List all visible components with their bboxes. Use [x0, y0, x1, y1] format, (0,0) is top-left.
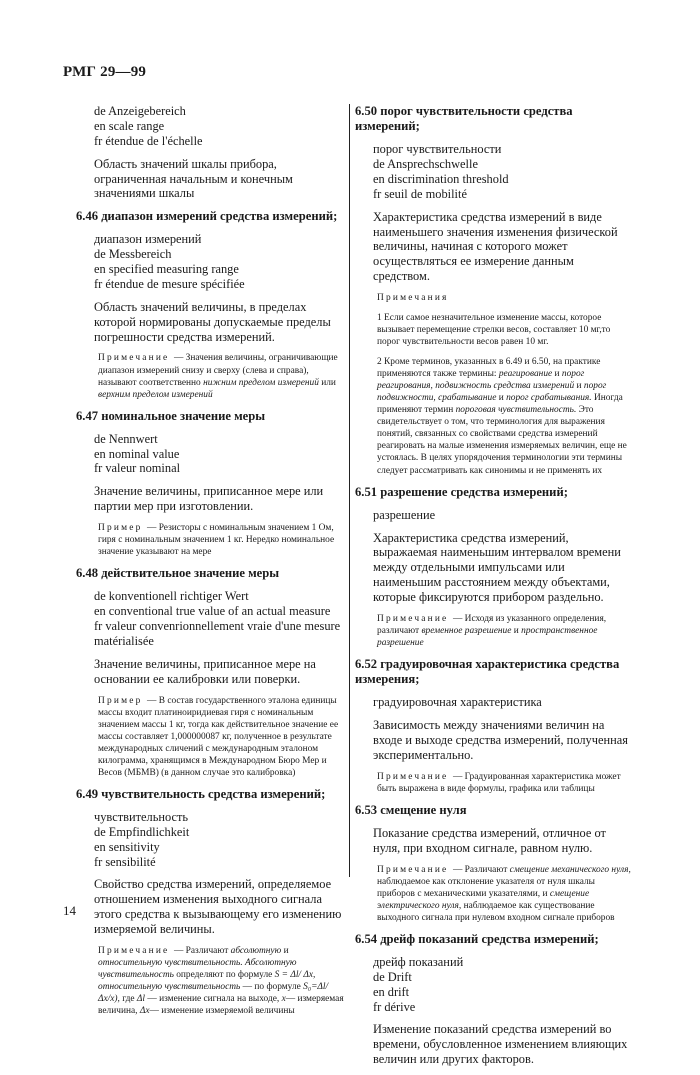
term-translations [76, 104, 346, 149]
note-label: Примечание [377, 771, 453, 782]
note-fragment: — Исходя из указанного определения, различают [377, 613, 607, 636]
note-text [76, 695, 346, 779]
note-fragment: Δx [139, 1006, 150, 1017]
note-fragment: — Различают [173, 945, 231, 956]
page-header: РМГ 29—99 [63, 64, 147, 80]
definition-text: Зависимость между значениями величин на входе и выходе средства измерений, полученная экспериментально. [373, 718, 628, 762]
note-fragment: смещение электрического нуля, [377, 888, 590, 911]
term-line: en nominal value [94, 446, 180, 461]
column-divider [349, 104, 350, 877]
note-fragment: и [281, 945, 289, 956]
note-label: Пример [98, 523, 147, 534]
term-heading: 6.50 порог чувствительности средства измерений; [355, 104, 573, 134]
note-fragment: верхним пределом измерений [98, 389, 213, 400]
note-fragment: — Различают [452, 864, 510, 875]
note-fragment: — изменение сигнала на выходе, [145, 994, 282, 1004]
note-fragment: пороговая чувствительность. [455, 405, 577, 416]
term-heading: 6.53 смещение нуля [355, 802, 467, 817]
definition-text: Изменение показаний средства измерений во времени, обусловленное изменением влияющих величин или других факторов. [373, 1022, 628, 1067]
term-line: fr étendue de l'échelle [94, 133, 203, 148]
term-line: fr valeur convenrionnellement vraie d'une mesure matérialisée [94, 619, 341, 648]
term-translations [355, 508, 633, 523]
term-heading: 6.54 дрейф показаний средства измерений; [355, 931, 599, 946]
note-fragment: относительную чувствительность. Абсолютную чувствительность [98, 957, 297, 980]
term-line: de Drift [373, 969, 412, 984]
note-fragment: и [552, 369, 562, 380]
note-fragment: и [496, 393, 507, 404]
note-fragment: — В состав государственного эталона единицы массы входит платиноиридиевая гиря с номинальным значением массы 1 кг, тогда как действительное значение ее массы составляет 1,000000087 кг, полученное в результате международных сличений с международным эталоном килограмма, хранящимся в Международном Бюро Мер и Весов (МБМВ) (в данном случае это калибровка) [98, 695, 339, 778]
term-line: de Nennwert [94, 431, 158, 446]
term-heading: 6.47 номинальное значение меры [76, 408, 266, 423]
note-fragment: абсолютную [230, 945, 282, 956]
note-label: Пример [98, 695, 147, 706]
note-fragment: временное разрешение [421, 625, 512, 636]
note-fragment: Это свидетельствует о том, что терминология для выражения понятий, связанных со свойствами средства измерений реагировать на малые изменения измеряемых величин, еще не устоялась. В целях упорядочения терминологии эти термины следует рассматривать как синонимы и не применять их [377, 405, 627, 476]
term-heading: 6.51 разрешение средства измерений; [355, 484, 568, 499]
term-line: дрейф показаний [373, 954, 464, 969]
note-fragment: наблюдаемое как существование выходного сигнала при нулевом входном сигнале приборов [377, 900, 615, 923]
term-line: fr valeur nominal [94, 461, 181, 476]
term-heading: 6.46 диапазон измерений средства измерений; [76, 209, 338, 224]
note-fragment: порог подвижности, срабатывание [377, 381, 607, 404]
note-text [355, 292, 633, 304]
definition-text: Значение величины, приписанное мере или партии мер при изготовлении. [94, 484, 324, 514]
note-fragment: или [318, 377, 336, 388]
definition-text: Область значений шкалы прибора, ограниченная начальным и конечным значениями шкалы [94, 156, 293, 201]
note-label: Примечание [98, 353, 174, 364]
term-line: de Messbereich [94, 247, 172, 262]
note-fragment: — по формуле [240, 981, 304, 992]
note-fragment: — измеряемая величина, [98, 994, 344, 1017]
term-line: разрешение [373, 507, 436, 522]
note-label: Примечание [377, 613, 453, 624]
note-fragment: смещение механического нуля, [509, 864, 631, 875]
note-fragment: — Резисторы с номинальным значением 1 Ом, гиря с номинальным значением 1 кг. Нередко номинальное значение указывают на мере [98, 523, 335, 558]
note-fragment: и [511, 625, 522, 636]
note-fragment: Иногда применяют термин [377, 393, 623, 416]
term-heading: 6.49 чувствительность средства измерений; [76, 786, 326, 801]
note-fragment: Δl [136, 994, 146, 1004]
note-fragment: нижним пределом измерений [203, 377, 319, 388]
definition-text: Характеристика средства измерений в виде наименьшего значения изменения физической величины, начиная с которого может осуществляться ее измерение данным средством. [373, 209, 618, 284]
term-translations [355, 695, 633, 710]
note-text [355, 613, 633, 649]
note-fragment: наблюдаемое как отклонение указателя от нуля шкалы приборов с механическими указателями, и [377, 876, 595, 899]
note-fragment: S₀=Δl/ Δx/x), [98, 981, 329, 1004]
note-label: Примечание [377, 864, 453, 875]
term-line: порог чувствительности [373, 142, 502, 157]
term-line: fr étendue de mesure spécifiée [94, 276, 245, 291]
note-label: Примечания [377, 293, 449, 304]
term-line: de Ansprechschwelle [373, 157, 478, 172]
term-translations [355, 955, 633, 1015]
note-fragment: определяют по формуле [173, 969, 275, 980]
term-line: de Empfindlichkeit [94, 824, 190, 839]
term-line: fr sensibilité [94, 854, 156, 869]
definition-text: Характеристика средства измерений, выражаемая наименьшим интервалом времени между отдельными импульсами или наименьшим расстоянием между объектами, которые фиксируются прибором раздельно. [373, 530, 621, 605]
term-line: fr seuil de mobilité [373, 186, 467, 201]
note-text [355, 864, 633, 924]
note-text [355, 312, 633, 348]
term-heading: 6.52 градуировочная характеристика средства измерения; [355, 656, 620, 687]
note-fragment: где [119, 994, 137, 1004]
term-line: en discrimination threshold [373, 171, 509, 186]
term-translations [76, 810, 346, 870]
note-fragment: 2 Кроме терминов, указанных в 6.49 и 6.50, на практике применяются также термины: [377, 357, 601, 380]
note-label: Примечание [98, 945, 174, 956]
note-fragment: — Градуированная характеристика может быть выражена в виде формулы, графика или таблицы [377, 771, 621, 794]
note-text [76, 352, 346, 400]
term-translations [355, 142, 633, 202]
note-fragment: S = Δl/ Δx, относительную чувствительность [98, 969, 316, 992]
term-line: en scale range [94, 118, 165, 133]
note-fragment: реагирование [498, 369, 553, 380]
note-fragment: порог реагирования, подвижность средства измерений [377, 369, 585, 392]
note-fragment: пространственное разрешение [377, 625, 598, 648]
term-line: диапазон измерений [94, 232, 202, 247]
term-translations [76, 232, 346, 292]
note-text [355, 356, 633, 476]
note-fragment: x [281, 994, 286, 1004]
definition-text: Область значений величины, в пределах которой нормированы допускаемые пределы погрешности средства измерений. [94, 299, 331, 344]
note-fragment: — изменение измеряемой величины [149, 1006, 295, 1017]
definition-text: Свойство средства измерений, определяемое отношением изменения выходного сигнала этого средства к вызывающему его изменению измеряемой величины. [94, 877, 342, 936]
term-line: fr dérive [373, 999, 416, 1014]
term-line: градуировочная характеристика [373, 695, 542, 710]
definition-text: Значение величины, приписанное мере на основании ее калибровки или поверки. [94, 656, 316, 686]
left-column [76, 104, 346, 1025]
definition-text: Показание средства измерений, отличное от нуля, при входном сигнале, равном нулю. [373, 825, 606, 855]
term-line: en specified measuring range [94, 262, 239, 277]
note-fragment: порог срабатывания. [506, 393, 592, 404]
term-line: en drift [373, 984, 410, 999]
term-translations [76, 589, 346, 649]
note-text [76, 945, 346, 1017]
note-fragment: 1 Если самое незначительное изменение массы, которое вызывает перемещение стрелки весов, составляет 10 мг,то порог чувствительности весов равен 10 мг. [377, 313, 611, 348]
term-line: en conventional true value of an actual measure [94, 604, 331, 619]
term-translations [76, 432, 346, 477]
note-fragment: и [574, 381, 584, 392]
note-text [355, 771, 633, 795]
page-number: 14 [63, 903, 76, 918]
note-fragment: — Значения величины, ограничивающие диапазон измерений снизу и сверху (слева и справа), называют соответственно [98, 353, 338, 388]
term-heading: 6.48 действительное значение меры [76, 566, 280, 581]
term-line: чувствительность [94, 809, 189, 824]
term-line: de konventionell richtiger Wert [94, 589, 249, 604]
note-text [76, 522, 346, 558]
term-line: de Anzeigebereich [94, 104, 186, 118]
right-column [355, 104, 633, 1075]
term-line: en sensitivity [94, 839, 160, 854]
